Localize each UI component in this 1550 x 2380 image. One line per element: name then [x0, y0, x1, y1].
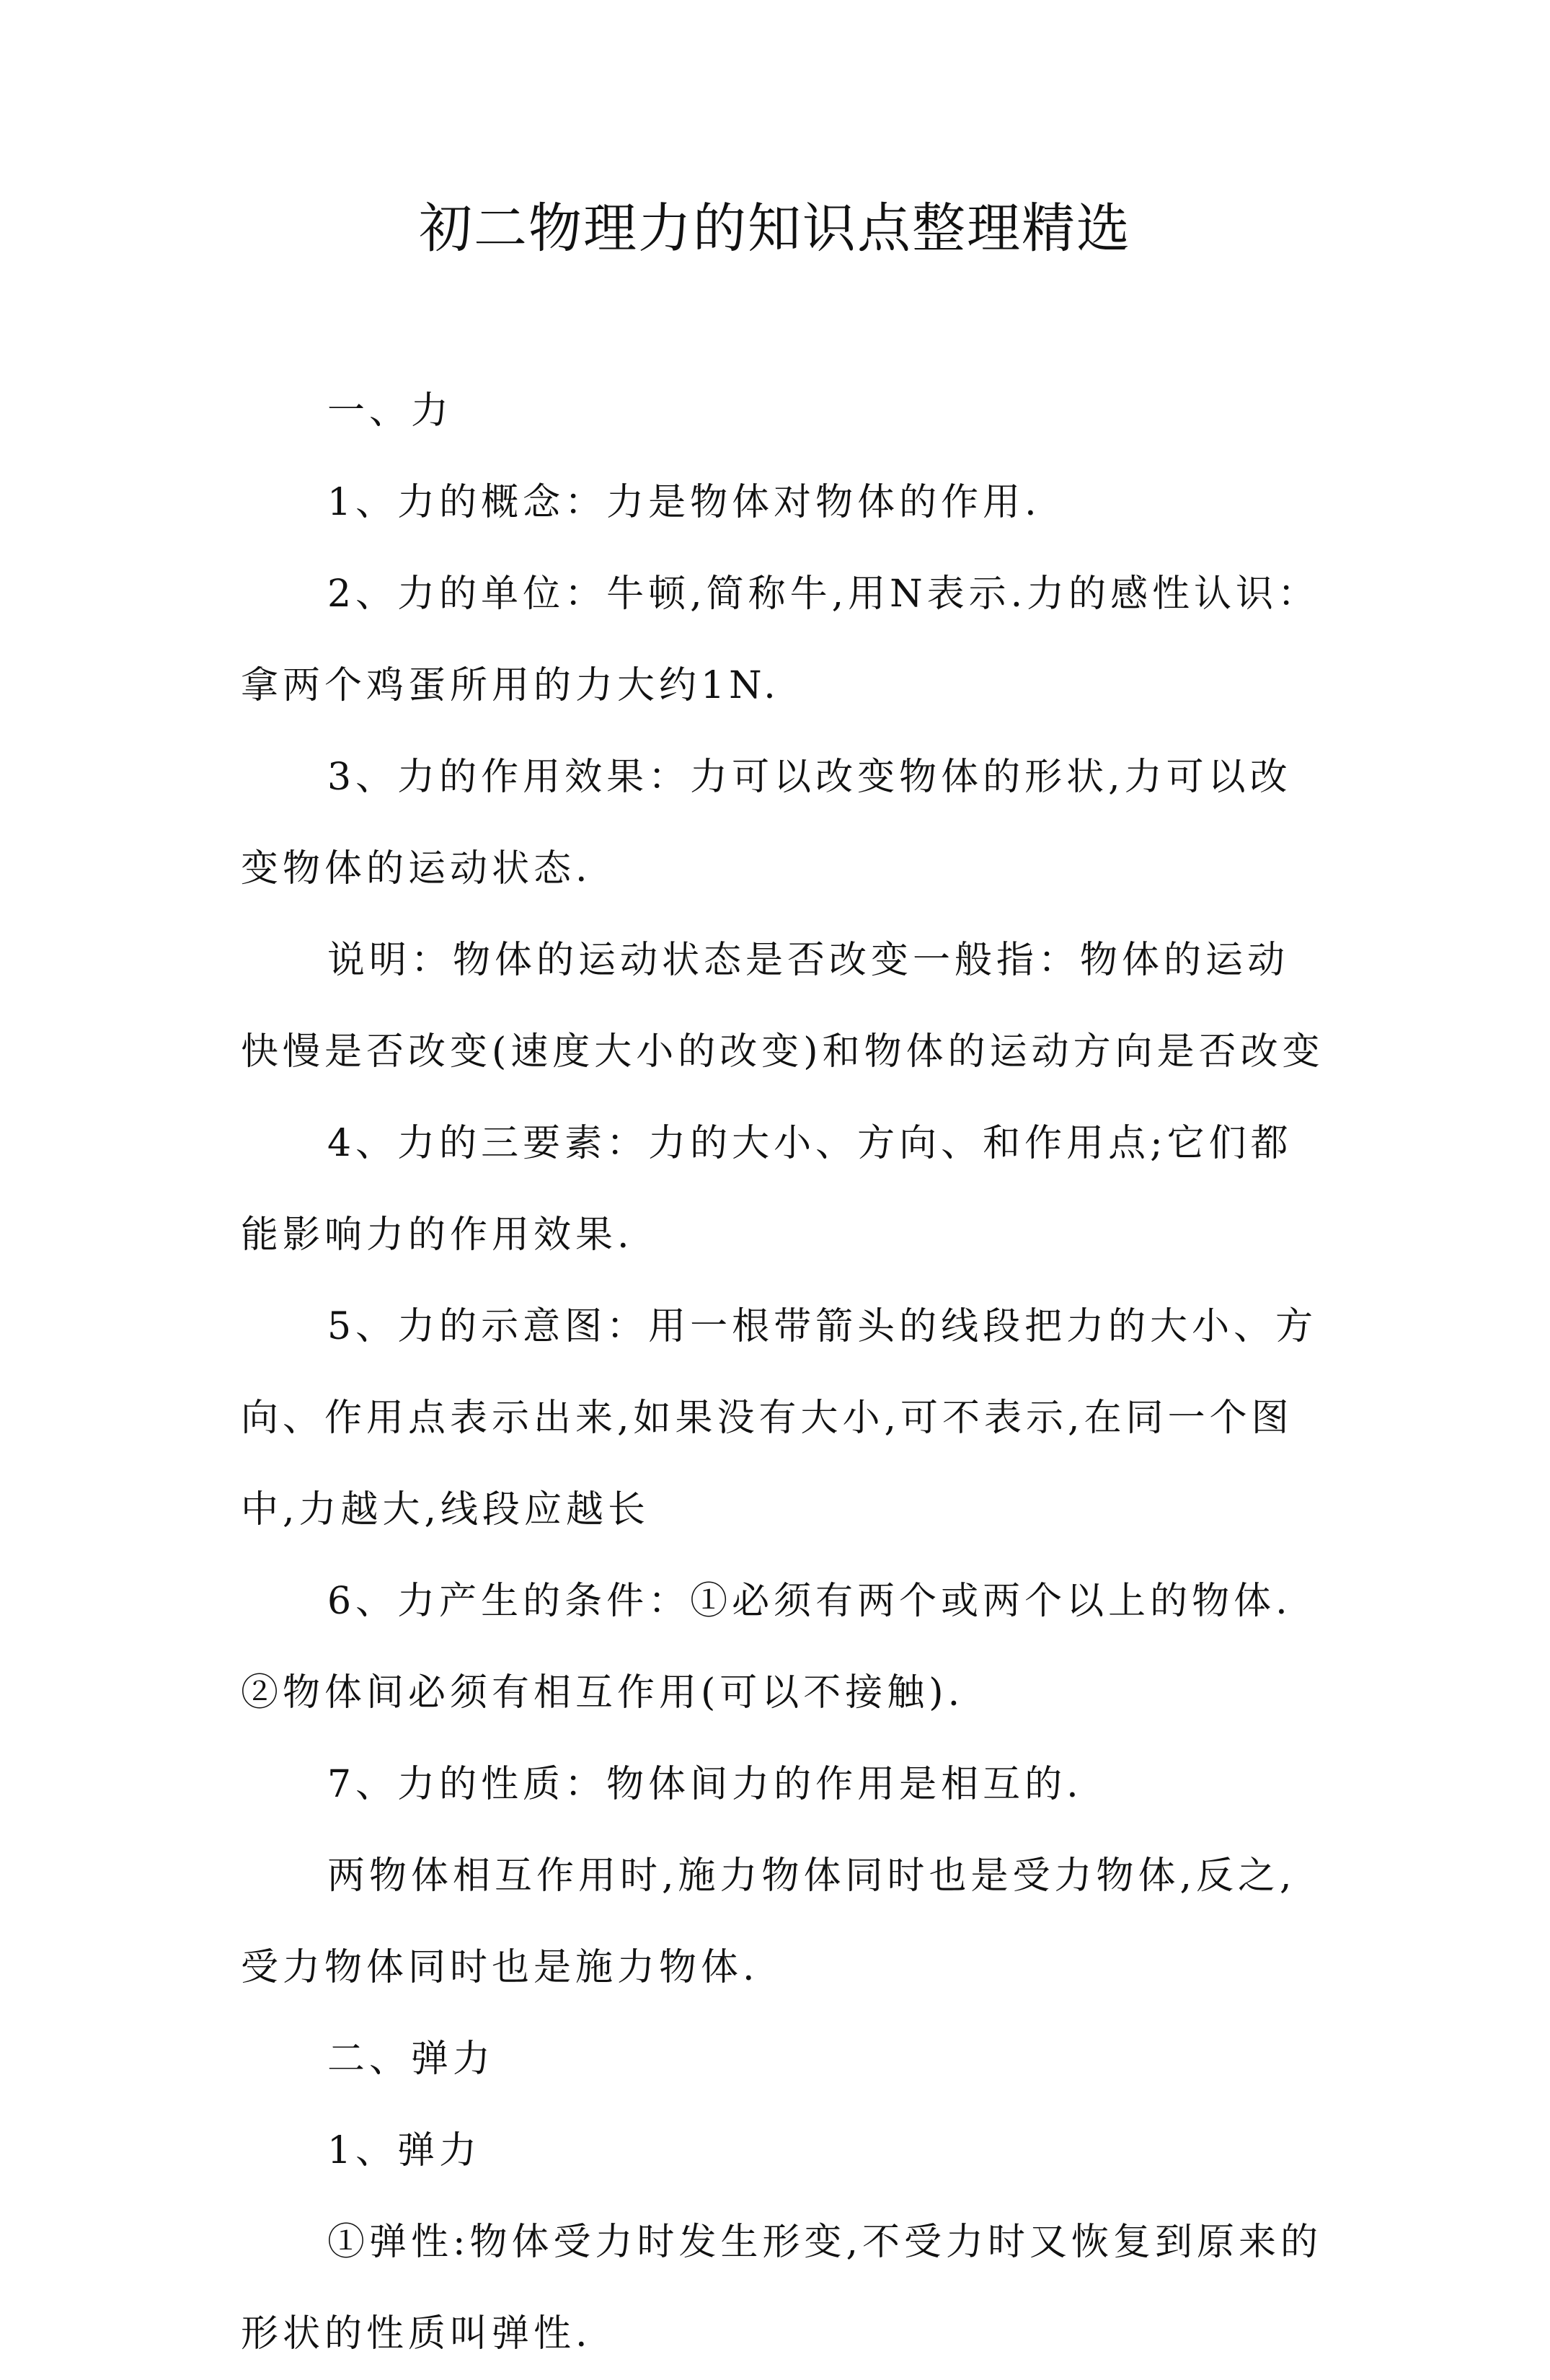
paragraph-elasticity: ①弹性:物体受力时发生形变,不受力时又恢复到原来的形状的性质叫弹性. — [241, 2221, 1323, 2355]
paragraph-three-elements: 4、力的三要素：力的大小、方向、和作用点;它们都能影响力的作用效果. — [241, 1122, 1293, 1257]
section-heading-elastic-force: 二、弹力 — [327, 2038, 495, 2081]
paragraph-force-nature: 7、力的性质：物体间力的作用是相互的. — [327, 1763, 1083, 1806]
paragraph-force-conditions: 6、力产生的条件：①必须有两个或两个以上的物体.②物体间必须有相互作用(可以不接触). — [241, 1580, 1292, 1715]
paragraph-force-unit: 2、力的单位：牛顿,简称牛,用N表示.力的感性认识：拿两个鸡蛋所用的力大约1N. — [241, 572, 1320, 707]
paragraph-force-effect: 3、力的作用效果：力可以改变物体的形状,力可以改变物体的运动状态. — [241, 756, 1292, 890]
paragraph-explanation: 说明：物体的运动状态是否改变一般指：物体的运动快慢是否改变(速度大小的改变)和物体的运动方向是否改变 — [241, 939, 1324, 1074]
paragraph-force-diagram: 5、力的示意图：用一根带箭头的线段把力的大小、方向、作用点表示出来,如果没有大小,可不表示,在同一个图中,力越大,线段应越长 — [241, 1305, 1318, 1531]
paragraph-force-concept: 1、力的概念：力是物体对物体的作用. — [327, 481, 1041, 524]
document-title: 初二物理力的知识点整理精选 — [419, 198, 1131, 260]
document-body — [241, 366, 1329, 2380]
paragraph-mutual-interaction: 两物体相互作用时,施力物体同时也是受力物体,反之,受力物体同时也是施力物体. — [241, 1854, 1296, 1989]
subheading-elastic-force: 1、弹力 — [327, 2129, 482, 2172]
section-heading-force: 一、力 — [327, 389, 453, 433]
